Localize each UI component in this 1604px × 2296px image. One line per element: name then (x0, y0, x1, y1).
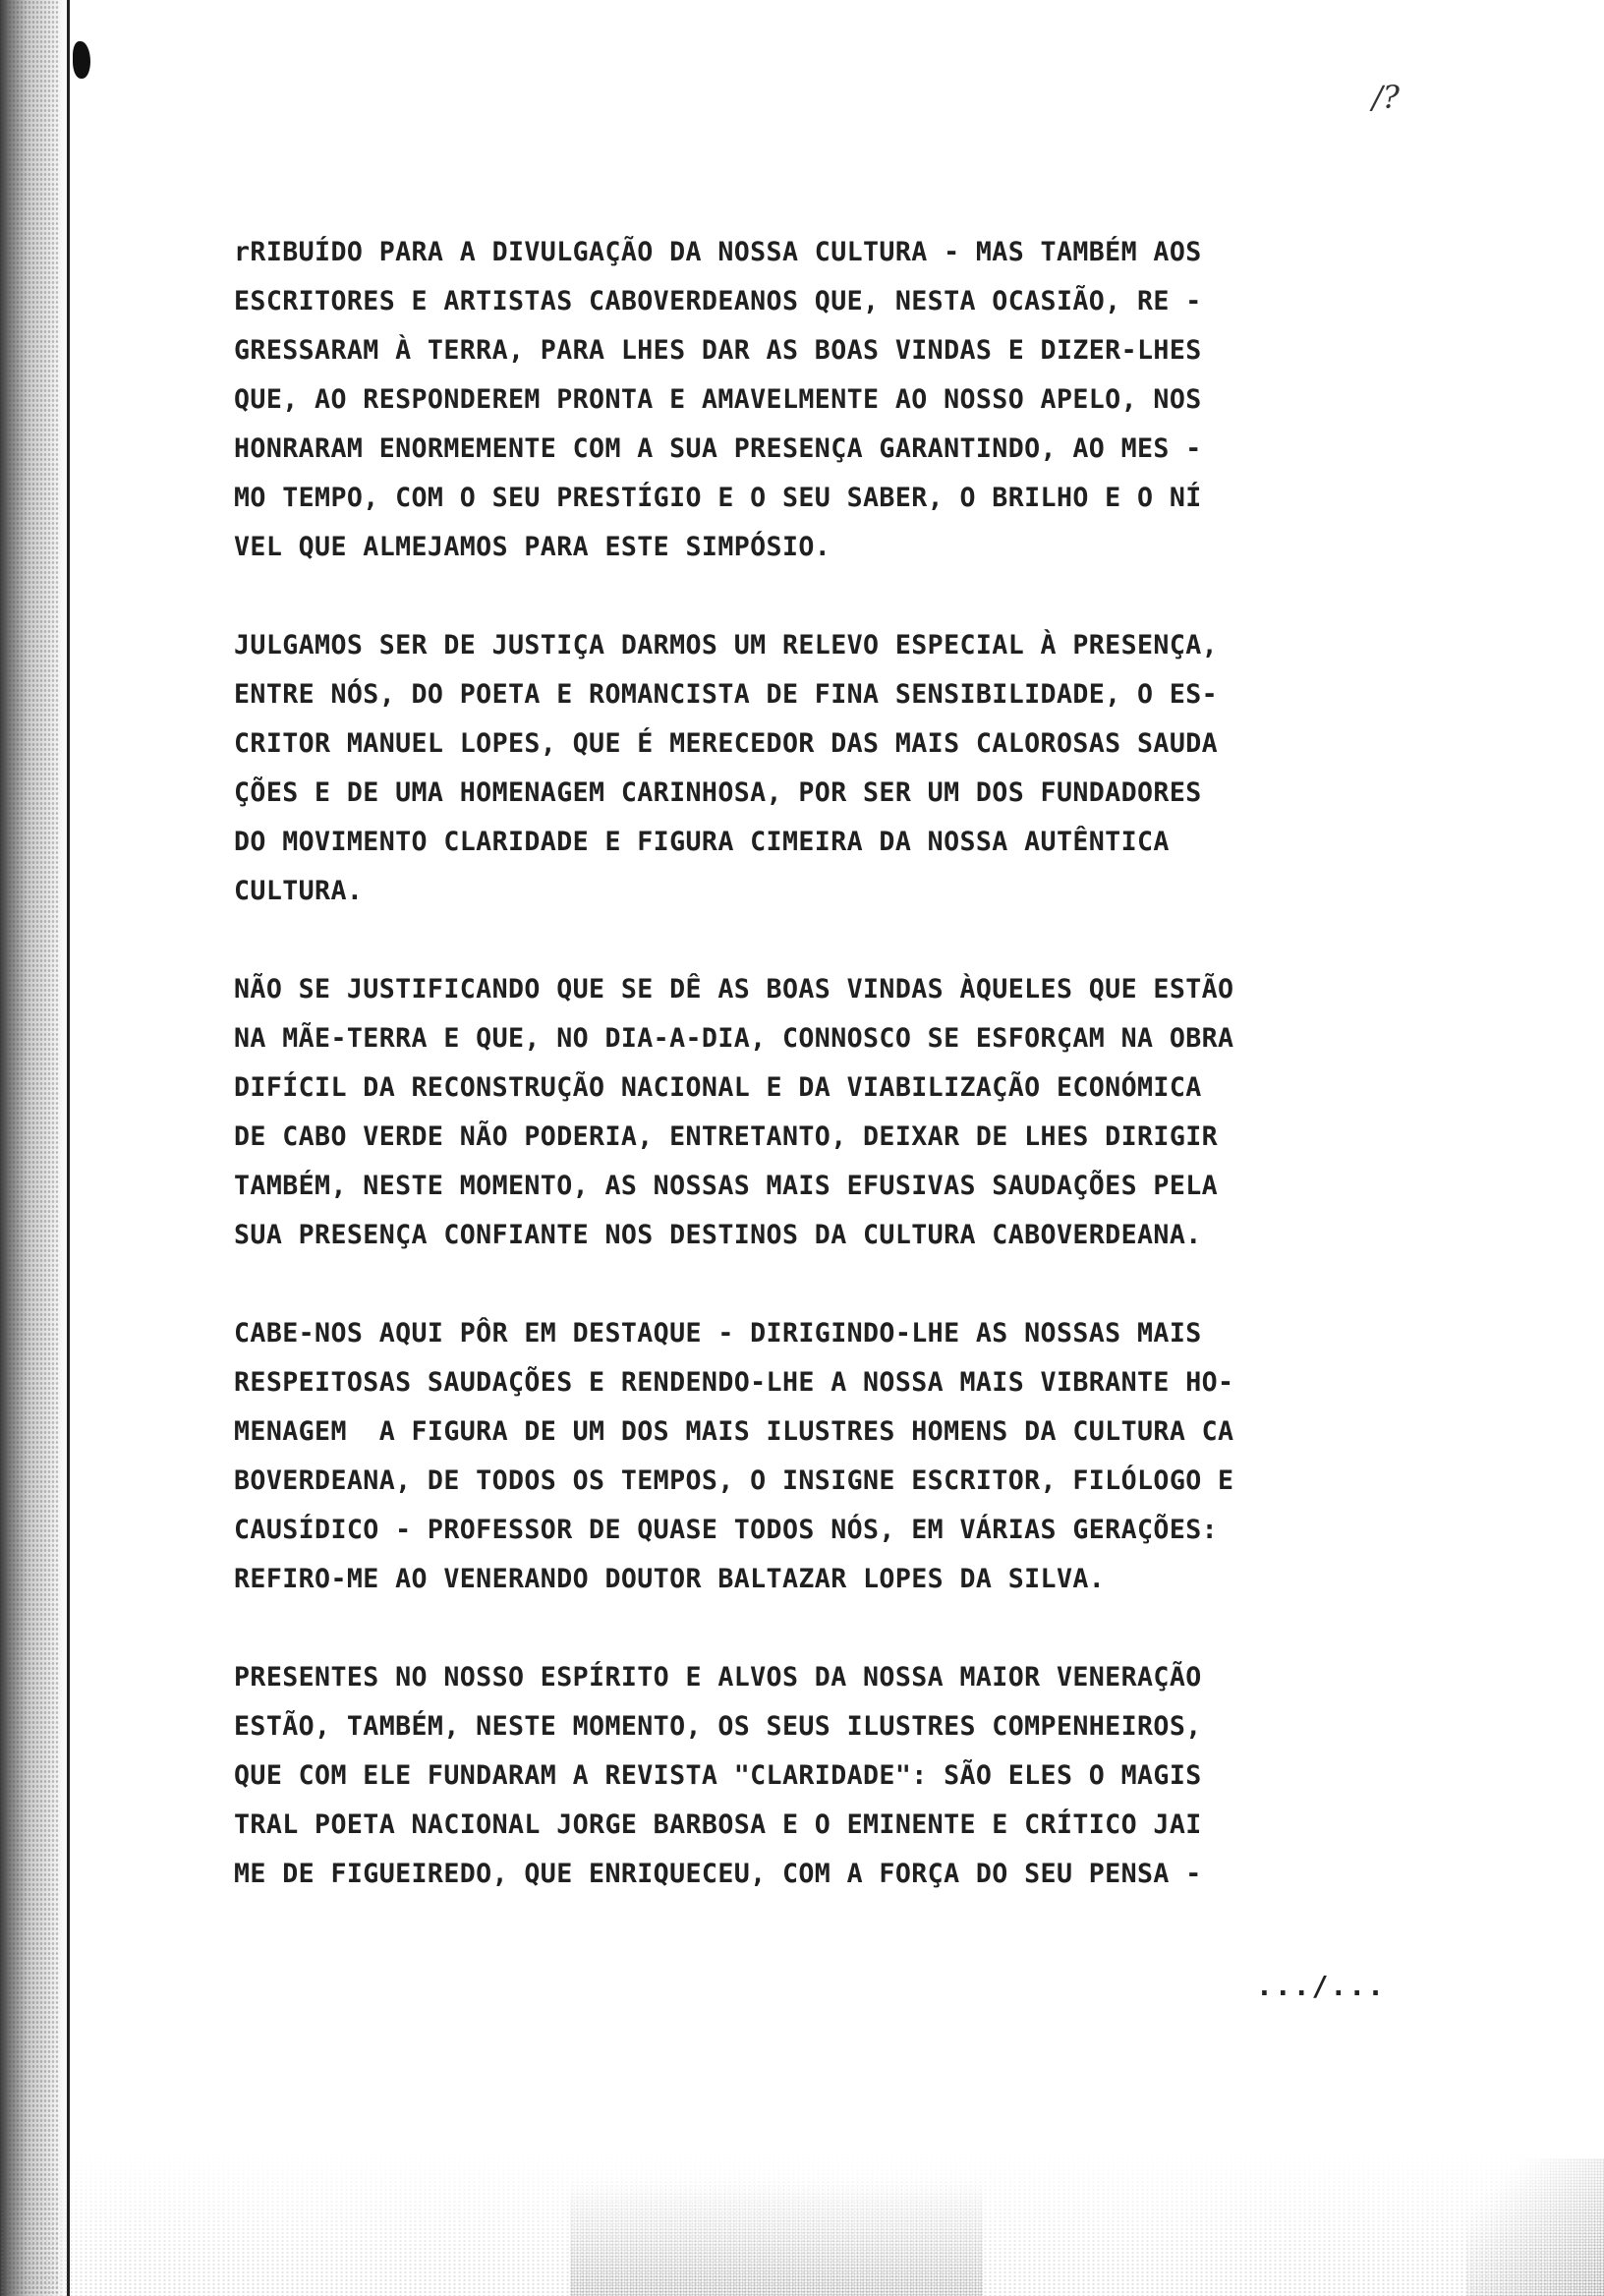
text-line: ESCRITORES E ARTISTAS CABOVERDEANOS QUE, NESTA OCASIÃO, RE - (234, 286, 1202, 316)
text-line: DE CABO VERDE NÃO PODERIA, ENTRETANTO, DEIXAR DE LHES DIRIGIR (234, 1121, 1219, 1152)
continuation-mark: .../... (1256, 1970, 1387, 2002)
text-line: PRESENTES NO NOSSO ESPÍRITO E ALVOS DA NOSSA MAIOR VENERAÇÃO (234, 1662, 1202, 1693)
text-line: DIFÍCIL DA RECONSTRUÇÃO NACIONAL E DA VIABILIZAÇÃO ECONÓMICA (234, 1072, 1202, 1103)
text-line: QUE COM ELE FUNDARAM A REVISTA "CLARIDADE": SÃO ELES O MAGIS (234, 1760, 1202, 1791)
text-line: CULTURA. (234, 876, 364, 906)
paragraph (234, 1309, 1453, 1604)
paragraph (234, 228, 1453, 572)
text-line: HONRARAM ENORMEMENTE COM A SUA PRESENÇA GARANTINDO, AO MES - (234, 433, 1202, 464)
text-line: QUE, AO RESPONDEREM PRONTA E AMAVELMENTE AO NOSSO APELO, NOS (234, 384, 1202, 415)
text-line: DO MOVIMENTO CLARIDADE E FIGURA CIMEIRA DA NOSSA AUTÊNTICA (234, 827, 1170, 857)
scan-noise-bottom-center (570, 2178, 983, 2296)
text-line: REFIRO-ME AO VENERANDO DOUTOR BALTAZAR LOPES DA SILVA. (234, 1564, 1106, 1594)
text-line: BOVERDEANA, DE TODOS OS TEMPOS, O INSIGNE ESCRITOR, FILÓLOGO E (234, 1465, 1234, 1496)
text-line: SUA PRESENÇA CONFIANTE NOS DESTINOS DA CULTURA CABOVERDEANA. (234, 1220, 1202, 1250)
text-line: CAUSÍDICO - PROFESSOR DE QUASE TODOS NÓS, EM VÁRIAS GERAÇÕES: (234, 1515, 1219, 1545)
document-body (234, 228, 1453, 1948)
paragraph (234, 621, 1453, 916)
text-line: MENAGEM A FIGURA DE UM DOS MAIS ILUSTRES HOMENS DA CULTURA CA (234, 1416, 1234, 1447)
paragraph (234, 1653, 1453, 1899)
text-line: GRESSARAM À TERRA, PARA LHES DAR AS BOAS VINDAS E DIZER-LHES (234, 335, 1202, 366)
scan-noise-bottom-right (1466, 2158, 1604, 2296)
text-line: CABE-NOS AQUI PÔR EM DESTAQUE - DIRIGINDO-LHE AS NOSSAS MAIS (234, 1318, 1202, 1349)
text-line: TRAL POETA NACIONAL JORGE BARBOSA E O EMINENTE E CRÍTICO JAI (234, 1809, 1202, 1840)
scan-shadow-left (0, 0, 71, 2296)
text-line: TAMBÉM, NESTE MOMENTO, AS NOSSAS MAIS EFUSIVAS SAUDAÇÕES PELA (234, 1171, 1219, 1201)
binding-edge (67, 0, 70, 2296)
text-line: CRITOR MANUEL LOPES, QUE É MERECEDOR DAS MAIS CALOROSAS SAUDA (234, 728, 1219, 759)
punch-hole-mark (73, 41, 90, 79)
text-line: RESPEITOSAS SAUDAÇÕES E RENDENDO-LHE A NOSSA MAIS VIBRANTE HO- (234, 1367, 1234, 1398)
text-line: ÇÕES E DE UMA HOMENAGEM CARINHOSA, POR SER UM DOS FUNDADORES (234, 777, 1202, 808)
text-line: ME DE FIGUEIREDO, QUE ENRIQUECEU, COM A FORÇA DO SEU PENSA - (234, 1859, 1202, 1889)
text-line: rRIBUÍDO PARA A DIVULGAÇÃO DA NOSSA CULTURA - MAS TAMBÉM AOS (234, 237, 1202, 267)
text-line: JULGAMOS SER DE JUSTIÇA DARMOS UM RELEVO ESPECIAL À PRESENÇA, (234, 630, 1219, 660)
text-line: VEL QUE ALMEJAMOS PARA ESTE SIMPÓSIO. (234, 532, 831, 562)
text-line: MO TEMPO, COM O SEU PRESTÍGIO E O SEU SABER, O BRILHO E O NÍ (234, 483, 1202, 513)
paragraph (234, 965, 1453, 1260)
text-line: NÃO SE JUSTIFICANDO QUE SE DÊ AS BOAS VINDAS ÀQUELES QUE ESTÃO (234, 974, 1234, 1004)
page-number: /? (1372, 79, 1400, 116)
text-line: ENTRE NÓS, DO POETA E ROMANCISTA DE FINA SENSIBILIDADE, O ES- (234, 679, 1219, 710)
text-line: ESTÃO, TAMBÉM, NESTE MOMENTO, OS SEUS ILUSTRES COMPENHEIROS, (234, 1711, 1202, 1742)
text-line: NA MÃE-TERRA E QUE, NO DIA-A-DIA, CONNOSCO SE ESFORÇAM NA OBRA (234, 1023, 1234, 1054)
